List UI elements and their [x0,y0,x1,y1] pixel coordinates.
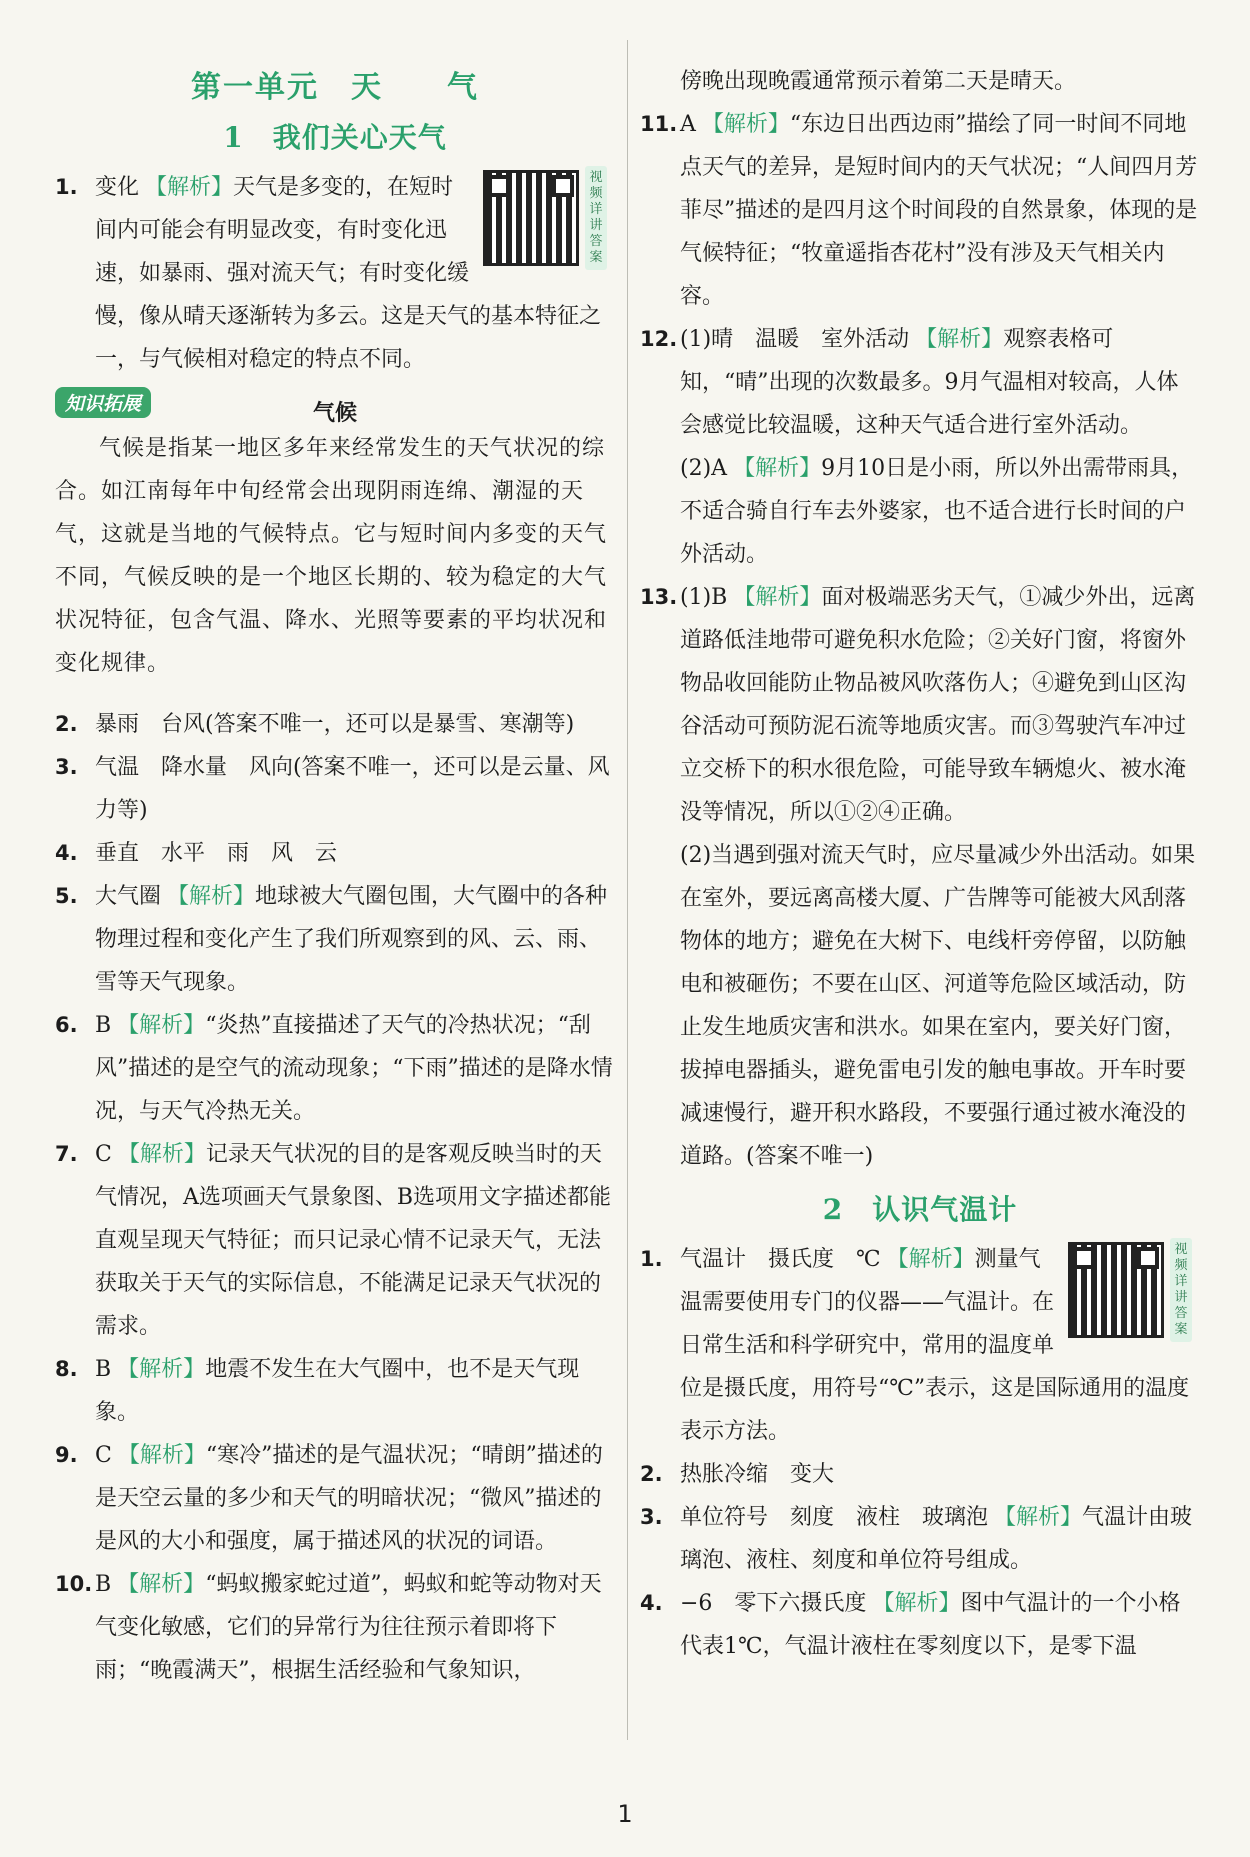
right-column [640,0,1200,1857]
knowledge-badge: 知识拓展 [55,387,151,418]
qr-label: 视频详讲答案 [1170,1238,1192,1342]
section-title-1: 1 我们关心天气 [223,121,447,154]
item-number: 1. [55,175,78,199]
answer-item: 3. 单位符号 刻度 液柱 玻璃泡 【解析】气温计由玻璃泡、液柱、刻度和单位符号组成。 [640,1505,1193,1573]
answer-item: 11. A 【解析】“东边日出西边雨”描绘了同一时间不同地点天气的差异，是短时间内的天气状况；“人间四月芳菲尽”描述的是四月这个时间段的自然景象，体现的是气候特征；“牧童遥指杏花村”没有涉及天气相关内容。 [640,112,1198,309]
answer-item: 8. B 【解析】地震不发生在大气圈中，也不是天气现象。 [55,1357,580,1425]
section-title-2: 2 认识气温计 [822,1193,1018,1226]
qr-code-icon[interactable] [483,170,579,266]
qr-code-block[interactable] [483,168,615,268]
knowledge-expansion [55,381,615,685]
qr-label: 视频详讲答案 [585,166,607,270]
knowledge-heading: 气候 [312,400,357,426]
answer-item: 7. C 【解析】记录天气状况的目的是客观反映当时的天气情况，A选项画天气景象图、B选项用文字描述都能直观呈现天气特征；而只记录心情不记录天气，无法获取关于天气的实际信息，不能满足记录天气状况的需求。 [55,1142,612,1339]
answer-item: 4. −6 零下六摄氏度 【解析】图中气温计的一个小格代表1℃，气温计液柱在零刻度以下，是零下温 [640,1591,1181,1659]
continued-text: 傍晚出现晚霞通常预示着第二天是晴天。 [680,69,1077,94]
sub-answer: (2)当遇到强对流天气时，应尽量减少外出活动。如果在室外，要远离高楼大厦、广告牌等可能被大风刮落物体的地方；避免在大树下、电线杆旁停留，以防触电和被砸伤；不要在山区、河道等危险区域活动，防止发生地质灾害和洪水。如果在室内，要关好门窗，拔掉电器插头，避免雷电引发的触电事故。开车时要减速慢行，避开积水路段，不要强行通过被水淹没的道路。(答案不唯一) [680,843,1196,1169]
sub-answer: (2)A 【解析】9月10日是小雨，所以外出需带雨具，不适合骑自行车去外婆家，也不适合进行长时间的户外活动。 [680,456,1194,567]
answer-item: 5. 大气圈 【解析】地球被大气圈包围，大气圈中的各种物理过程和变化产生了我们所观察到的风、云、雨、雪等天气现象。 [55,884,608,995]
answer-item: 12. (1)晴 温暖 室外活动 【解析】观察表格可知，“晴”出现的次数最多。9月气温相对较高，人体会感觉比较温暖，这种天气适合进行室外活动。 (2)A 【解析】9月10日是小雨，所以外出需带雨具，不适合骑自行车去外婆家，也不适合进行长时间的户外活动。 [640,318,1200,576]
answer-item: 4. 垂直 水平 雨 风 云 [55,841,338,866]
unit-title: 第一单元 天 气 [191,70,479,105]
answer-item: 1. 视频详讲答案 气温计 摄氏度 ℃ 【解析】测量气温需要使用专门的仪器——气温计。在日常生活和科学研究中，常用的温度单位是摄氏度，用符号“℃”表示，这是国际通用的温度表示方法。 [640,1238,1200,1453]
answer-item: 3. 气温 降水量 风向(答案不唯一，还可以是云量、风力等) [55,755,610,823]
answer-item: 2. 暴雨 台风(答案不唯一，还可以是暴雪、寒潮等) [55,712,575,737]
knowledge-text: 气候是指某一地区多年来经常发生的天气状况的综合。如江南每年中旬经常会出现阴雨连绵、潮湿的天气，这就是当地的气候特点。它与短时间内多变的天气不同，气候反映的是一个地区长期的、较为稳定的大气状况特征，包含气温、降水、光照等要素的平均状况和变化规律。 [55,436,608,676]
answer-item: 9. C 【解析】“寒冷”描述的是气温状况；“晴朗”描述的是天空云量的多少和天气的明暗状况；“微风”描述的是风的大小和强度，属于描述风的状况的词语。 [55,1443,603,1554]
answer-item: 6. B 【解析】“炎热”直接描述了天气的冷热状况；“刮风”描述的是空气的流动现象；“下雨”描述的是降水情况，与天气冷热无关。 [55,1013,613,1124]
answer-item: 13. (1)B 【解析】面对极端恶劣天气，①减少外出，远离道路低洼地带可避免积水危险；②关好门窗，将窗外物品收回能防止物品被风吹落伤人；④避免到山区沟谷活动可预防泥石流等地质灾害。而③驾驶汽车冲过立交桥下的积水很危险，可能导致车辆熄火、被水淹没等情况，所以①②④正确。 (2)当遇到强对流天气时，应尽量减少外出活动。如果在室外，要远离高楼大厦、广告牌等可能被大风刮落物体的地方；避免在大树下、电线杆旁停留，以防触电和被砸伤；不要在山区、河道等危险区域活动，防止发生地质灾害和洪水。如果在室内，要关好门窗，拔掉电器插头，避免雷电引发的触电事故。开车时要减速慢行，避开积水路段，不要强行通过被水淹没的道路。(答案不唯一) [640,576,1200,1178]
answer-item: 1. 视频详讲答案 变化 【解析】天气是多变的，在短时间内可能会有明显改变，有时变化迅速，如暴雨、强对流天气；有时变化缓慢，像从晴天逐渐转为多云。这是天气的基本特征之一，与气候相对稳定的特点不同。 [55,166,615,381]
left-column [55,0,615,1857]
answer-item: 10. B 【解析】“蚂蚁搬家蛇过道”，蚂蚁和蛇等动物对天气变化敏感，它们的异常行为往往预示着即将下雨；“晚霞满天”，根据生活经验和气象知识， [55,1572,602,1683]
page-number: 1 [617,1800,633,1828]
column-divider [627,40,628,1740]
qr-code-block[interactable] [1068,1240,1200,1340]
qr-code-icon[interactable] [1068,1242,1164,1338]
answer-item: 2. 热胀冷缩 变大 [640,1462,835,1487]
analysis-tag: 【解析】 [145,175,234,200]
